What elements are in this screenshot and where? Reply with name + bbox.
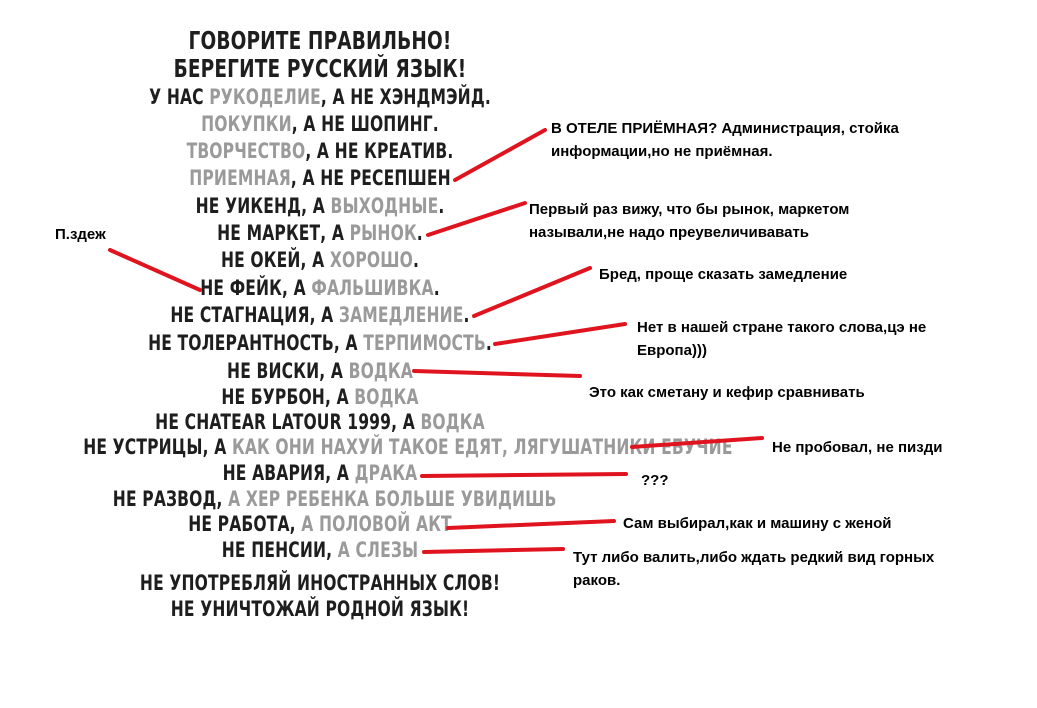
arrow-accident [422, 474, 626, 476]
poster-line-dark: НЕ CHATEAR LATOUR 1999, А [155, 410, 421, 434]
arrow-fake [110, 250, 200, 290]
poster-line-dark: У НАС [149, 85, 210, 109]
arrow-tolerance [495, 324, 625, 344]
poster-line-light: ТЕРПИМОСТЬ [363, 331, 486, 355]
poster-line-dark: . [416, 221, 423, 245]
poster-line-light: А ПОЛОВОЙ АКТ [301, 512, 452, 536]
poster-line-light: ХОРОШО [329, 248, 413, 272]
poster-line-light: А СЛЕЗЫ [337, 538, 419, 562]
arrow-stagnation [474, 268, 590, 316]
poster-line-light: ПРИЕМНАЯ [189, 166, 291, 190]
poster-footer-line-2: НЕ УНИЧТОЖАЙ РОДНОЙ ЯЗЫК! [170, 597, 470, 621]
poster-line-light: РЫНОК [349, 221, 417, 245]
poster-line-dark: НЕ УИКЕНД, А [195, 194, 331, 218]
note-reception-line-1: В ОТЕЛЕ ПРИЁМНАЯ? Администрация, стойка [551, 120, 899, 137]
note-tolerance [637, 316, 926, 362]
poster-line-light: ДРАКА [354, 461, 418, 485]
poster-line-dark: . [433, 276, 440, 300]
poster-line-light: КАК ОНИ НАХУЙ ТАКОЕ ЕДЯТ, ЛЯГУШАТНИКИ ЕБУЧИЕ [231, 435, 733, 459]
poster-line-dark: НЕ РАЗВОД, [112, 487, 229, 511]
poster-line-dark: НЕ ВИСКИ, А [227, 359, 349, 383]
poster-line-dark: , А НЕ ХЭНДМЭЙД. [320, 85, 491, 109]
note-oysters: Не пробовал, не пизди [772, 439, 943, 456]
poster-line-light: ВЫХОДНЫЕ [330, 194, 439, 218]
poster-line-light: ЗАМЕДЛЕНИЕ [338, 303, 464, 327]
poster-line-light: ВОДКА [420, 410, 485, 434]
note-reception [551, 117, 899, 163]
note-reception-line-2: информации,но не приёмная. [551, 143, 773, 160]
poster-footer-line-1: НЕ УПОТРЕБЛЯЙ ИНОСТРАННЫХ СЛОВ! [139, 571, 501, 595]
poster-line-dark: , А НЕ ШОПИНГ. [291, 112, 439, 136]
poster-line-light: А ХЕР РЕБЕНКА БОЛЬШЕ УВИДИШЬ [228, 487, 557, 511]
note-pension [573, 546, 934, 592]
poster-line-light: ВОДКА [354, 385, 419, 409]
poster-line-dark: НЕ УСТРИЦЫ, А [83, 435, 232, 459]
arrow-pension [424, 549, 563, 552]
poster-line-dark: НЕ МАРКЕТ, А [217, 221, 350, 245]
poster-line-light: ТВОРЧЕСТВО [186, 139, 306, 163]
note-work: Сам выбирал,как и машину с женой [623, 515, 892, 532]
poster-line-light: ВОДКА [348, 359, 413, 383]
note-stagnation: Бред, проще сказать замедление [599, 266, 848, 283]
poster-line-dark: . [485, 331, 492, 355]
poster-line-dark: . [438, 194, 445, 218]
poster-line-dark: НЕ ТОЛЕРАНТНОСТЬ, А [148, 331, 364, 355]
poster-line-dark: НЕ РАБОТА, [188, 512, 302, 536]
note-accident: ??? [641, 472, 669, 489]
note-pension-line-1: Тут либо валить,либо ждать редкий вид горных [573, 549, 935, 566]
poster-line-dark: НЕ ПЕНСИИ, [221, 538, 338, 562]
arrow-market [428, 203, 525, 235]
poster-line-dark: НЕ СТАГНАЦИЯ, А [170, 303, 339, 327]
poster-line-dark: НЕ АВАРИЯ, А [222, 461, 355, 485]
note-market-line-1: Первый раз вижу, что бы рынок, маркетом [529, 201, 850, 218]
poster-line-dark: , А НЕ КРЕАТИВ. [305, 139, 454, 163]
poster-line-dark: НЕ БУРБОН, А [221, 385, 355, 409]
note-whisky: Это как сметану и кефир сравнивать [589, 384, 865, 401]
arrow-oysters [632, 438, 762, 447]
note-tolerance-line-2: Европа))) [637, 342, 707, 359]
poster-line-light: ФАЛЬШИВКА [311, 276, 434, 300]
note-market [529, 198, 849, 244]
note-pension-line-2: раков. [573, 572, 621, 589]
poster-title-line-2: БЕРЕГИТЕ РУССКИЙ ЯЗЫК! [173, 54, 467, 83]
arrow-work [448, 521, 614, 528]
poster-line-light: ПОКУПКИ [201, 112, 292, 136]
note-left: П.здеж [55, 226, 106, 243]
poster-line-dark: . [412, 248, 420, 272]
poster-line-dark: НЕ ФЕЙК, А [200, 276, 312, 300]
note-tolerance-line-1: Нет в нашей стране такого слова,цэ не [637, 319, 927, 336]
note-market-line-2: называли,не надо преувеличивавать [529, 224, 810, 241]
poster-title-line-1: ГОВОРИТЕ ПРАВИЛЬНО! [188, 26, 452, 55]
poster-line-dark: НЕ ОКЕЙ, А [220, 248, 330, 272]
arrow-whisky [414, 371, 580, 376]
poster-line-dark: , А НЕ РЕСЕПШЕН [290, 166, 451, 190]
arrow-reception [455, 130, 545, 180]
poster-line-light: РУКОДЕЛИЕ [209, 85, 321, 109]
poster-line-dark: . [463, 303, 470, 327]
